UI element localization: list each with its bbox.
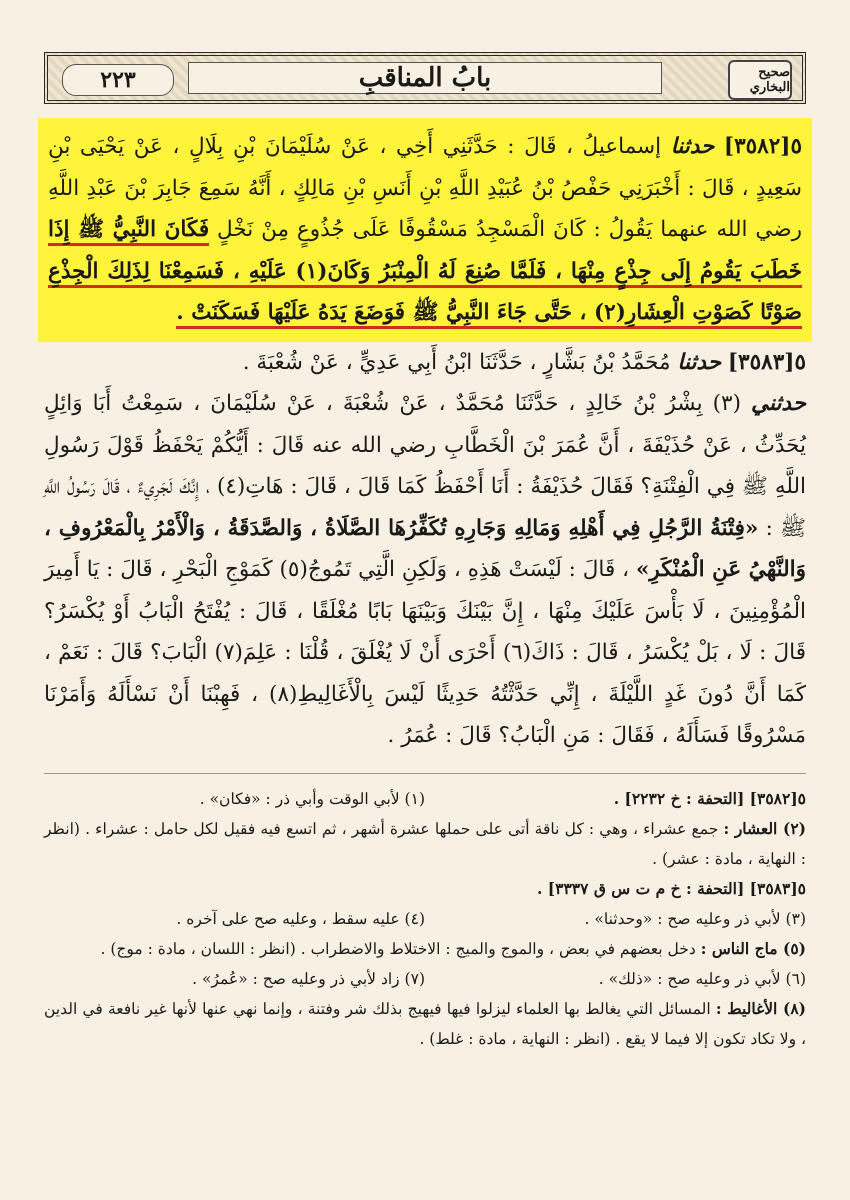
- footnote-8: [44, 994, 806, 1054]
- narration-opener: حدثني: [751, 391, 806, 416]
- hadith-number: ٥[٣٥٨٣]: [727, 349, 806, 375]
- book-logo-text: صحيح البخاري: [749, 65, 790, 95]
- footnote-7: (٧) زاد لأبي ذر وعليه صح : «عُمرُ» .: [192, 969, 425, 988]
- footnote-row: [44, 904, 806, 934]
- prophetic-quote: «فِتْنَةُ الرَّجُلِ فِي أَهْلِهِ وَمَالِهِ وَجَارِهِ تُكَفِّرُهَا الصَّلَاةُ ، وَالصَّدَقَةُ ، وَالْأَمْرُ بِالْمَعْرُوفِ ، وَالنَّهْيُ عَنِ الْمُنْكَرِ»: [44, 515, 807, 582]
- chapter-title: بابُ المناقبِ: [358, 63, 492, 93]
- page-number: ٢٢٣: [62, 64, 174, 96]
- narration-opener: حدثنا: [670, 134, 715, 159]
- footnote-term: (٢) العشار :: [723, 818, 806, 838]
- footnote-separator: [44, 773, 806, 774]
- page-header: [44, 52, 806, 104]
- footnote-text: دخل بعضهم في بعض ، والموج والميج : الاختلاط والاضطراب . (انظر : اللسان ، مادة : موج) .: [100, 939, 696, 958]
- footnote-6: (٦) لأبي ذر وعليه صح : «ذلك» .: [598, 969, 806, 988]
- hadith-underlined-matn: فَكَانَ النَّبِيُّ ﷺ إِذَا خَطَبَ يَقُومُ إِلَى جِذْعٍ مِنْهَا ، فَلَمَّا صُنِعَ لَهُ الْمِنْبَرُ وَكَانَ(١) عَلَيْهِ ، فَسَمِعْنَا لِذَلِكَ الْجِذْعِ صَوْتًا كَصَوْتِ الْعِشَارِ(٢) ، حَتَّى جَاءَ النَّبِيُّ ﷺ فَوَضَعَ يَدَهُ عَلَيْهَا فَسَكَنَتْ .: [48, 217, 802, 329]
- footnote-row: [44, 784, 806, 814]
- footnote-1: (١) لأبي الوقت وأبي ذر : «فكان» .: [199, 789, 425, 808]
- hadith-isnad-text: مُحَمَّدُ بْنُ بَشَّارٍ ، حَدَّثَنَا ابْنُ أَبِي عَدِيٍّ ، عَنْ شُعْبَةَ .: [242, 349, 671, 375]
- footnote-text: المسائل التي يغالط بها العلماء ليزلوا فيها فيهيج بذلك شر وفتنة ، وإنما نهي عنها لأنها غير نافعة في الدين ، ولا تكاد تكون إلا فيما لا يقع . (انظر : النهاية ، مادة : غلط) .: [44, 999, 806, 1048]
- hadith-3583-isnad: [44, 342, 806, 384]
- hadith-3583-text: [44, 383, 806, 757]
- footnote-3: (٣) لأبي ذر وعليه صح : «وحدثنا» .: [584, 909, 806, 928]
- tuhfa-ref-3582: ٥[٣٥٨٢] [التحفة : خ ٢٢٣٢] .: [613, 788, 806, 808]
- hadith-number: ٥[٣٥٨٢]: [723, 134, 803, 159]
- footnote-2: [44, 814, 806, 874]
- book-logo: [728, 60, 792, 100]
- header-title-box: [188, 62, 662, 94]
- footnote-4: (٤) عليه سقط ، وعليه صح على آخره .: [176, 909, 425, 928]
- hadith-isnad: إسماعيلُ ، قَالَ : حَدَّثَنِي أَخِي ، عَنْ سُلَيْمَانَ بْنِ بِلَالٍ ، عَنْ يَحْيَى بْنِ سَعِيدٍ ، قَالَ : أَخْبَرَنِي حَفْصُ بْنُ عُبَيْدِ اللَّهِ بْنِ أَنَسِ بْنِ مَالِكٍ ، أَنَّهُ سَمِعَ جَابِرَ بْنَ عَبْدِ اللَّهِ رضي الله عنهما يَقُولُ : كَانَ الْمَسْجِدُ مَسْقُوفًا عَلَى جُذُوعٍ مِنْ نَخْلٍ: [48, 134, 802, 242]
- tuhfa-ref-3583: ٥[٣٥٨٣] [التحفة : خ م ت س ق ٣٣٣٧] .: [537, 878, 806, 898]
- hadith-3582-highlighted: [38, 118, 812, 342]
- page-content: [44, 118, 806, 1054]
- footnote-text: جمع عشراء ، وهي : كل ناقة أتى على حملها عشرة أشهر ، ثم اتسع فيه فقيل لكل حامل : عشراء . (انظر : النهاية ، مادة : عشر) .: [44, 819, 806, 868]
- hadith-body: (٣) بِشْرُ بْنُ خَالِدٍ ، حَدَّثَنَا مُحَمَّدٌ ، عَنْ شُعْبَةَ ، عَنْ سُلَيْمَانَ ، سَمِعْتُ أَبَا وَائِلٍ يُحَدِّثُ ، عَنْ حُذَيْفَةَ ، أَنَّ عُمَرَ بْنَ الْخَطَّابِ رضي الله عنه قَالَ : أَيُّكُمْ يَحْفَظُ قَوْلَ رَسُولِ اللَّهِ ﷺ فِي الْفِتْنَةِ؟ فَقَالَ حُذَيْفَةُ : أَنَا أَحْفَظُ كَمَا قَالَ ، قَالَ : هَاتِ(٤) ، إِنَّكَ لَجَرِيءٌ ، قَالَ رَسُولُ اللَّهِ ﷺ :: [44, 391, 806, 541]
- footnote-row: [44, 964, 806, 994]
- footnote-term: (٥) ماج الناس :: [700, 938, 806, 958]
- footnote-term: (٨) الأغاليط :: [715, 998, 807, 1018]
- narration-opener: حدثنا: [677, 349, 722, 375]
- hadith-body-continued: ، قَالَ : لَيْسَتْ هَذِهِ ، وَلَكِنِ الَّتِي تَمُوجُ(٥) كَمَوْجِ الْبَحْرِ ، قَالَ : يَا أَمِيرَ الْمُؤْمِنِينَ ، لَا بَأْسَ عَلَيْكَ مِنْهَا ، إِنَّ بَيْنَكَ وَبَيْنَهَا بَابًا مُغْلَقًا ، قَالَ : يُفْتَحُ الْبَابُ أَوْ يُكْسَرُ؟ قَالَ : لَا ، بَلْ يُكْسَرُ ، قَالَ : ذَاكَ(٦) أَحْرَى أَنْ لَا يُغْلَقَ ، قُلْنَا : عَلِمَ(٧) الْبَابَ؟ قَالَ : نَعَمْ ، كَمَا أَنَّ دُونَ غَدٍ اللَّيْلَةَ ، إِنِّي حَدَّثْتُهُ حَدِيثًا لَيْسَ بِالْأَغَالِيطِ(٨) ، فَهِبْنَا أَنْ نَسْأَلَهُ وَأَمَرْنَا مَسْرُوقًا فَسَأَلَهُ ، فَقَالَ : مَنِ الْبَابُ؟ قَالَ : عُمَرُ .: [44, 557, 807, 748]
- footnote-5: [44, 934, 806, 964]
- hadith-3582-text: [48, 126, 802, 334]
